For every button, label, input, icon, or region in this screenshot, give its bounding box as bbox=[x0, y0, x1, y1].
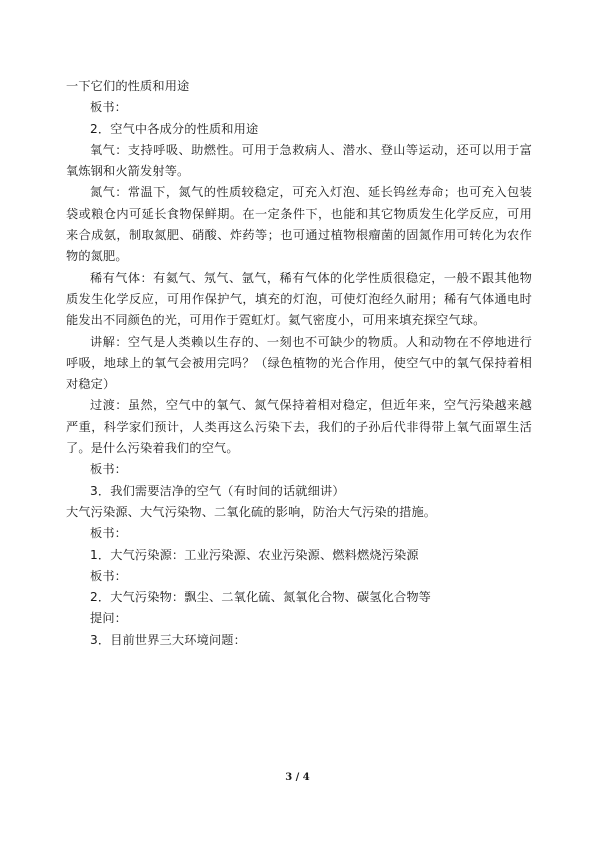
paragraph-pollution-sources: 1．大气污染源：工业污染源、农业污染源、燃料燃烧污染源 bbox=[90, 547, 419, 562]
paragraph-nitrogen: 氮气：常温下，氮气的性质较稳定，可充入灯泡、延长钨丝寿命；也可充入包装袋或粮仓内可延长食物保鲜期。在一定条件下，也能和其它物质发生化学反应，可用来合成氨，制取氮肥、硝酸、炸药等；也可通过植物根瘤菌的固氮作用可转化为农作物的氮肥。 bbox=[66, 185, 532, 264]
document-body bbox=[66, 76, 532, 651]
paragraph-section-heading: 3．我们需要洁净的空气（有时间的话就细讲） bbox=[90, 483, 345, 498]
paragraph-topics: 大气污染源、大气污染物、二氧化硫的影响，防治大气污染的措施。 bbox=[66, 504, 437, 519]
paragraph-section-heading: 2．空气中各成分的性质和用途 bbox=[90, 121, 259, 136]
paragraph-board-note: 板书： bbox=[90, 526, 128, 541]
paragraph-continuation: 一下它们的性质和用途 bbox=[66, 79, 190, 93]
paragraph-oxygen: 氧气：支持呼吸、助燃性。可用于急救病人、潜水、登山等运动，还可以用于富氧炼钢和火箭发射等。 bbox=[66, 142, 532, 179]
paragraph-board-note: 板书： bbox=[90, 568, 128, 583]
paragraph-pollutants: 2．大气污染物：飘尘、二氧化硫、氮氧化合物、碳氢化合物等 bbox=[90, 590, 432, 605]
paragraph-environment-issues: 3．目前世界三大环境问题： bbox=[90, 632, 246, 647]
paragraph-question-note: 提问： bbox=[90, 611, 128, 626]
paragraph-board-note: 板书： bbox=[90, 462, 128, 477]
page-number: 3 / 4 bbox=[285, 772, 310, 783]
paragraph-explanation: 讲解：空气是人类赖以生存的、一刻也不可缺少的物质。人和动物在不停地进行呼吸，地球上的氧气会被用完吗？（绿色植物的光合作用，使空气中的氧气保持着相对稳定） bbox=[66, 334, 532, 392]
paragraph-transition: 过渡：虽然，空气中的氧气、氮气保持着相对稳定，但近年来，空气污染越来越严重，科学家们预计，人类再这么污染下去，我们的子孙后代非得带上氧气面罩生活了。是什么污染着我们的空气。 bbox=[66, 398, 532, 456]
paragraph-board-note: 板书： bbox=[90, 100, 128, 115]
paragraph-rare-gases: 稀有气体：有氦气、氖气、氩气，稀有气体的化学性质很稳定，一般不跟其他物质发生化学反应，可用作保护气，填充的灯泡，可使灯泡经久耐用；稀有气体通电时能发出不同颜色的光，可用作于霓虹灯。氦气密度小，可用来填充探空气球。 bbox=[66, 270, 532, 328]
